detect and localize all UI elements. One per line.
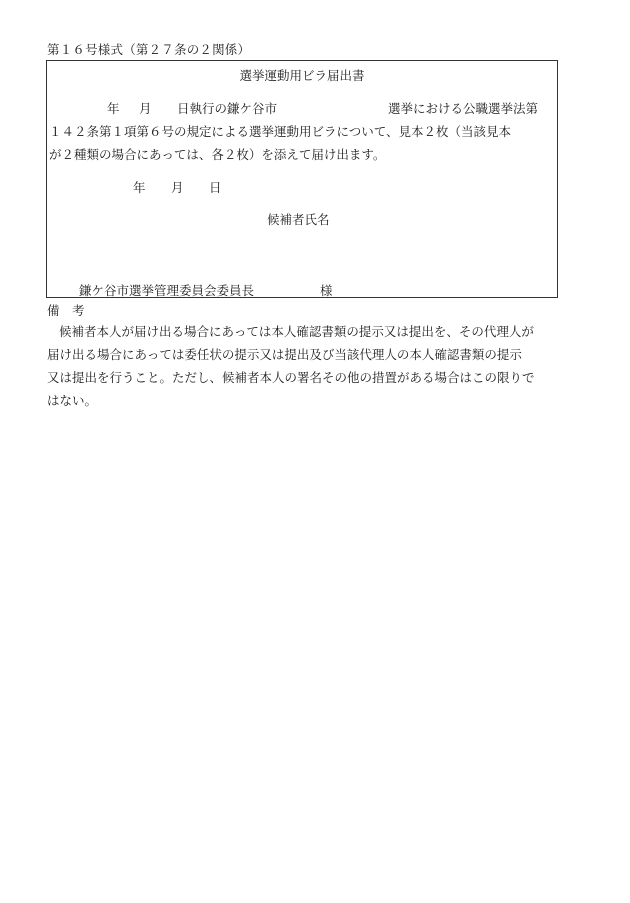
- notes-line: 届け出る場合にあっては委任状の提示又は提出及び当該代理人の本人確認書類の提示: [47, 347, 522, 362]
- notes-title: 備 考: [47, 303, 85, 318]
- election-year-label: 年: [107, 101, 120, 116]
- notification-form-box: [46, 60, 558, 298]
- date-day-label: 日: [209, 180, 222, 195]
- form-title: 選挙運動用ビラ届出書: [239, 68, 365, 83]
- election-law-text: 選挙における公職選挙法第: [388, 101, 539, 116]
- statement-line-3: が２種類の場合にあっては、各２枚）を添えて届け出ます。: [49, 147, 386, 162]
- notes-line: はない。: [47, 393, 98, 408]
- form-number: 第１６号様式（第２７条の２関係）: [47, 42, 251, 57]
- election-day-city-text: 日執行の鎌ケ谷市: [177, 101, 278, 116]
- notes-line: 候補者本人が届け出る場合にあっては本人確認書類の提示又は提出を、その代理人が: [59, 324, 534, 339]
- addressee-label: 鎌ケ谷市選挙管理委員会委員長: [79, 283, 255, 298]
- honorific-label: 様: [320, 283, 333, 298]
- date-month-label: 月: [171, 180, 184, 195]
- date-year-label: 年: [133, 180, 146, 195]
- notes-line: 又は提出を行うこと。ただし、候補者本人の署名その他の措置がある場合はこの限りで: [47, 370, 535, 385]
- election-month-label: 月: [139, 101, 152, 116]
- statement-line-2: １４２条第１項第６号の規定による選挙運動用ビラについて、見本２枚（当該見本: [49, 124, 512, 139]
- candidate-name-label: 候補者氏名: [267, 212, 330, 227]
